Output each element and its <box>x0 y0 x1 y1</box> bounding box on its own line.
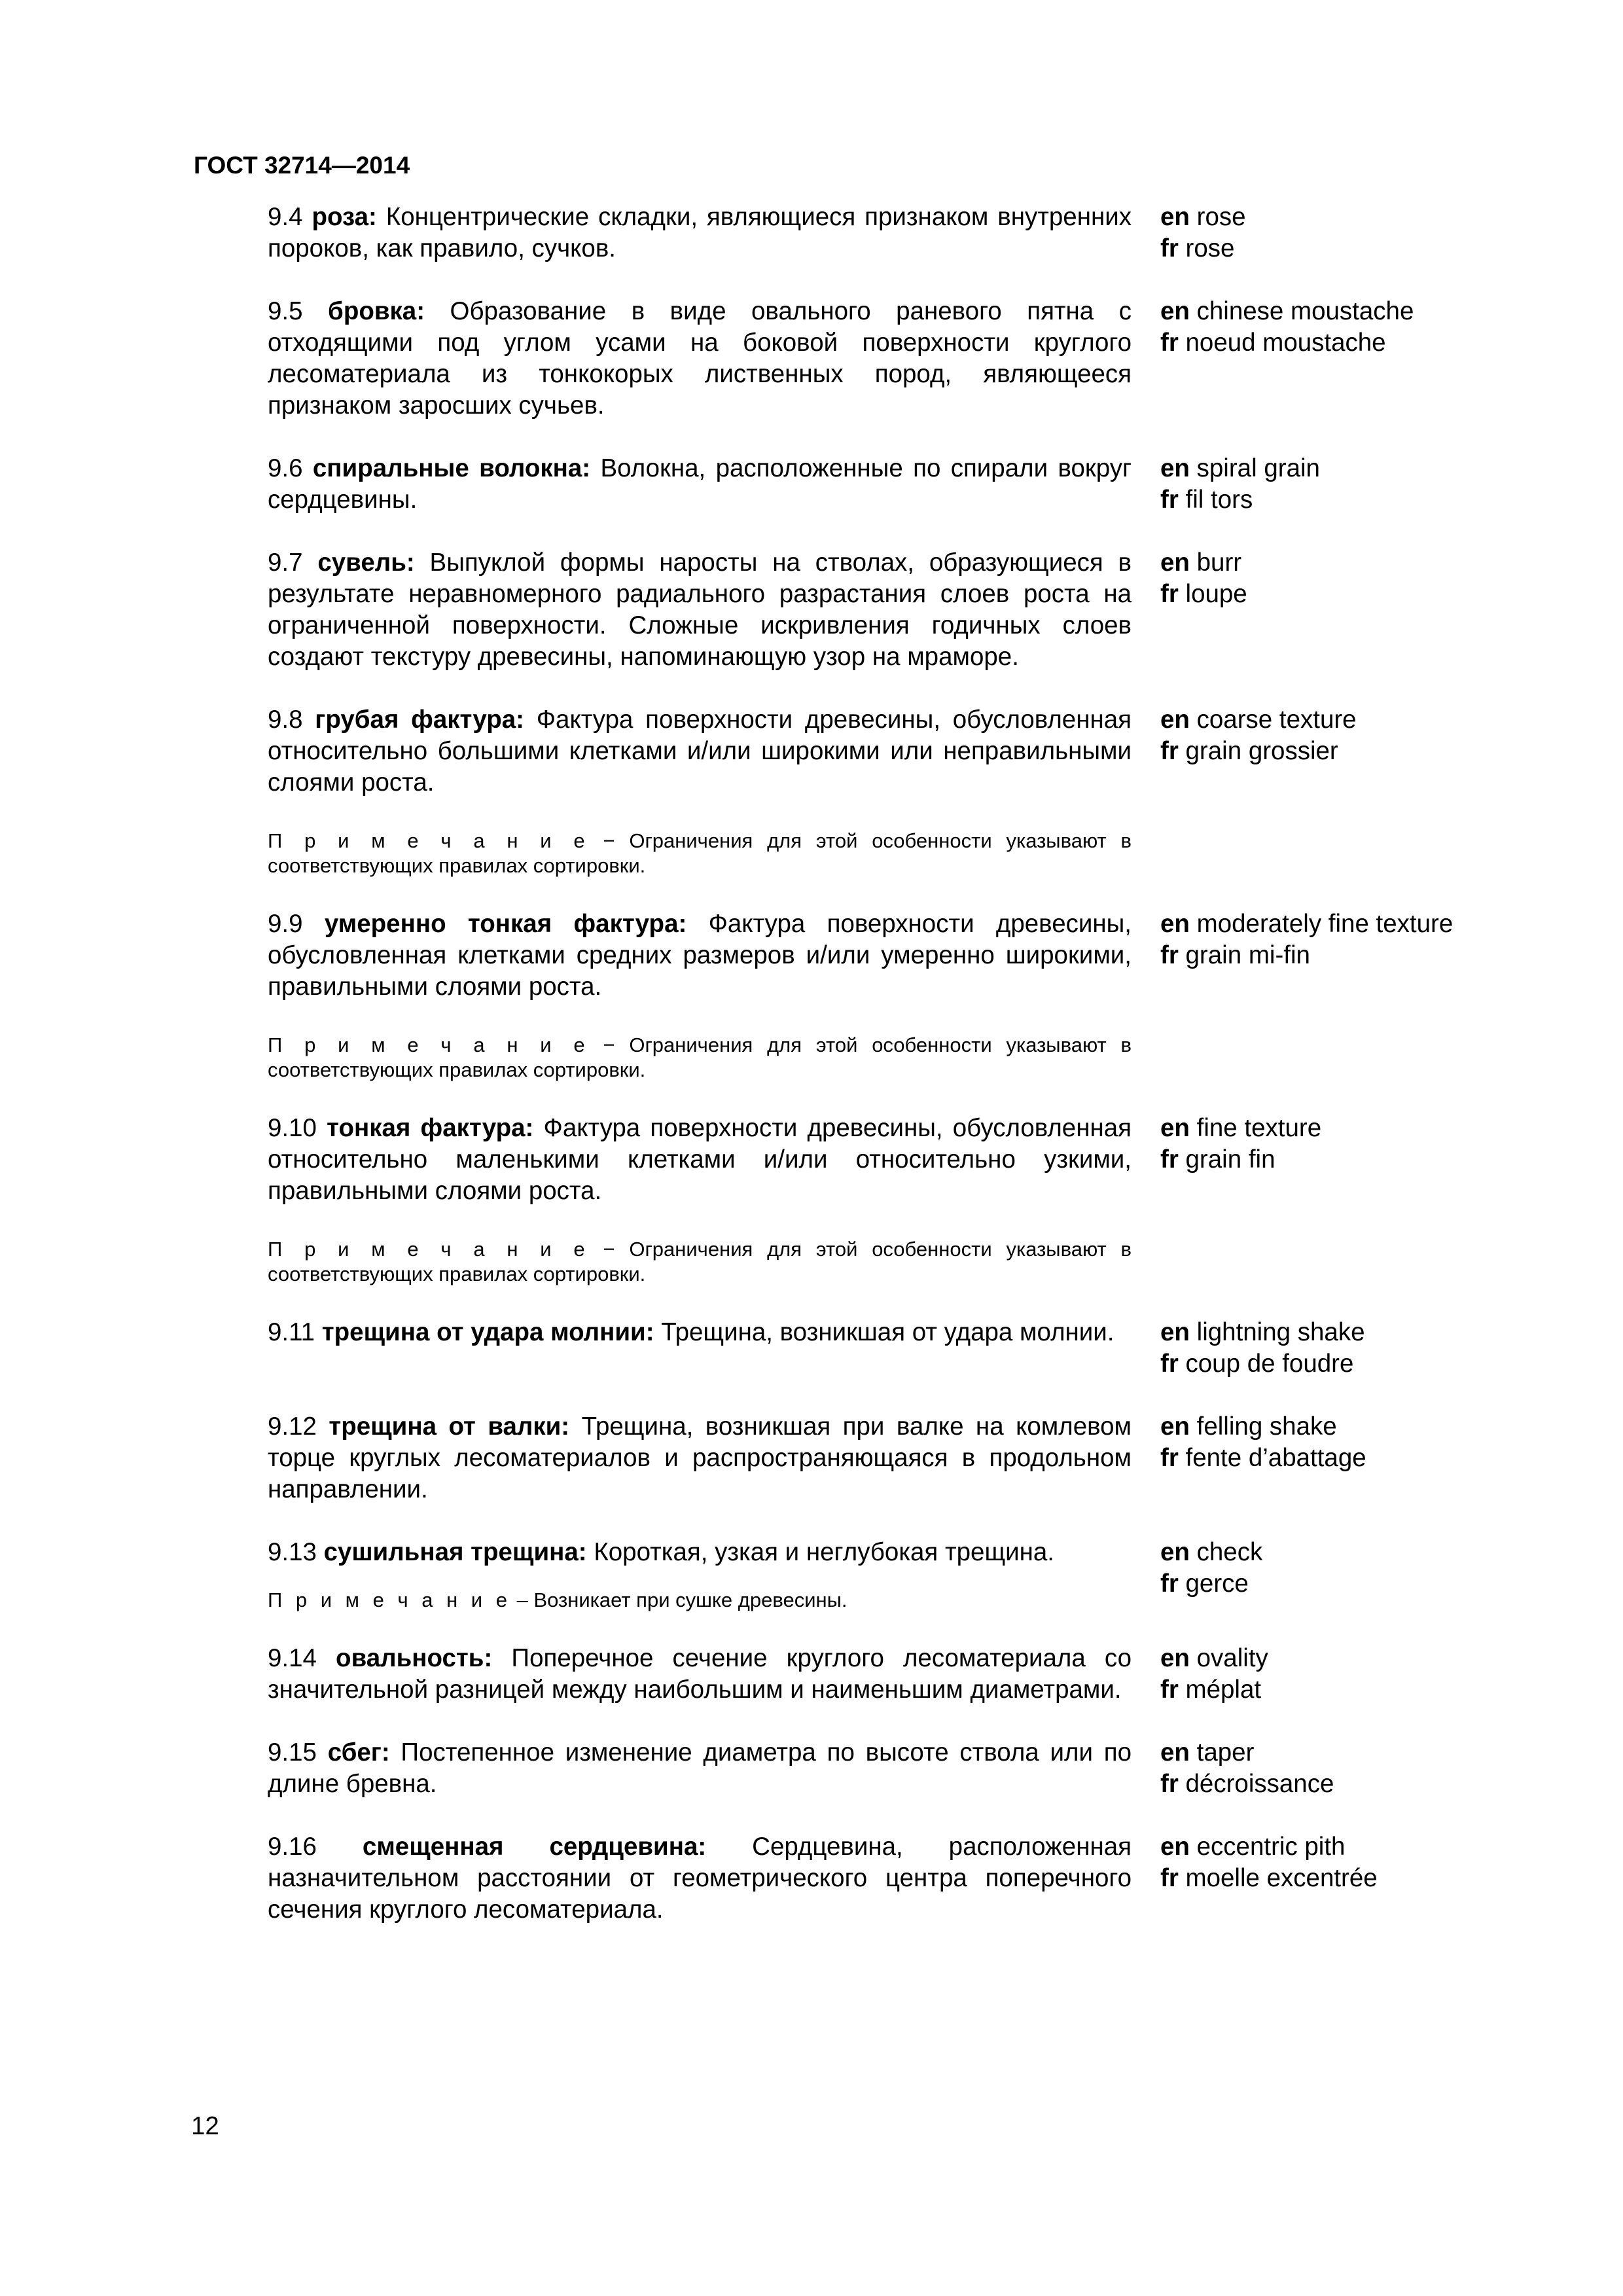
term-entry-9-9 <box>268 908 1491 1003</box>
definition <box>268 1831 1132 1926</box>
entry-number: 9.10 <box>268 1114 317 1142</box>
fr-equivalent: fr coup de foudre <box>1160 1350 1354 1378</box>
definition <box>268 1317 1132 1380</box>
definition-text: Волокна, расположенные по спирали вокруг сердцевины. <box>268 454 1132 514</box>
entry-number: 9.11 <box>268 1318 315 1346</box>
term: бровка: <box>328 297 425 325</box>
foreign-equivalents <box>1160 1537 1491 1600</box>
term-entry-9-4 <box>268 202 1491 264</box>
term: сувель: <box>317 548 415 577</box>
fr-equivalent: fr moelle excentrée <box>1160 1864 1378 1892</box>
en-equivalent: en spiral grain <box>1160 454 1320 482</box>
en-equivalent: en moderately fine texture <box>1160 910 1454 938</box>
fr-equivalent: fr décroissance <box>1160 1770 1334 1798</box>
entry-number: 9.14 <box>268 1644 317 1672</box>
term-entry-9-6 <box>268 453 1491 516</box>
en-equivalent: en taper <box>1160 1738 1255 1767</box>
term: умеренно тонкая фактура: <box>324 910 687 938</box>
en-equivalent: en burr <box>1160 548 1242 577</box>
definition <box>268 202 1132 264</box>
note <box>268 1237 1132 1287</box>
definition-text: Сердцевина, расположенная назначительном расстоянии от геометрического центра поперечного сечения круглого лесоматериала. <box>268 1833 1132 1924</box>
term-entry-9-16 <box>268 1831 1491 1926</box>
fr-equivalent: fr rose <box>1160 234 1235 262</box>
entry-number: 9.4 <box>268 203 303 231</box>
definition-text: Фактура поверхности древесины, обусловленная относительно большими клетками и/или широкими или неправильными слоями роста. <box>268 706 1132 797</box>
fr-equivalent: fr méplat <box>1160 1676 1262 1704</box>
entry-number: 9.6 <box>268 454 303 482</box>
foreign-equivalents <box>1160 1317 1491 1380</box>
fr-equivalent: fr fente d’abattage <box>1160 1444 1366 1472</box>
foreign-equivalents <box>1160 453 1491 516</box>
definition <box>268 1113 1132 1207</box>
foreign-equivalents <box>1160 1643 1491 1706</box>
term: трещина от удара молнии: <box>321 1318 654 1346</box>
en-equivalent: en ovality <box>1160 1644 1268 1672</box>
foreign-equivalents <box>1160 547 1491 673</box>
term-entry-9-10 <box>268 1113 1491 1207</box>
entry-number: 9.5 <box>268 297 303 325</box>
note-label: П р и м е ч а н и е <box>268 1033 589 1056</box>
term-entry-9-7 <box>268 547 1491 673</box>
definition-text: Концентрические складки, являющиеся признаком внутренних пороков, как правило, сучков. <box>268 203 1132 262</box>
foreign-equivalents <box>1160 1831 1491 1926</box>
term: грубая фактура: <box>315 706 524 734</box>
definition-text: Постепенное изменение диаметра по высоте ствола или по длине бревна. <box>268 1738 1132 1798</box>
entry-number: 9.12 <box>268 1412 317 1441</box>
definition <box>268 1737 1132 1800</box>
foreign-equivalents <box>1160 1411 1491 1505</box>
fr-equivalent: fr fil tors <box>1160 486 1253 514</box>
definition-text: Фактура поверхности древесины, обусловленная клетками средних размеров и/или умеренно широкими, правильными слоями роста. <box>268 910 1132 1001</box>
term-entry-9-15 <box>268 1737 1491 1800</box>
term: трещина от валки: <box>329 1412 570 1441</box>
note-text: − Ограничения для этой особенности указывают в соответствующих правилах сортировки. <box>268 829 1132 877</box>
term: тонкая фактура: <box>327 1114 534 1142</box>
note-text: – Возникает при сушке древесины. <box>510 1588 847 1611</box>
definition <box>268 1643 1132 1706</box>
definition <box>268 908 1132 1003</box>
fr-equivalent: fr loupe <box>1160 580 1247 608</box>
en-equivalent: en rose <box>1160 203 1246 231</box>
term-entry-9-12 <box>268 1411 1491 1505</box>
fr-equivalent: fr grain grossier <box>1160 737 1338 765</box>
foreign-equivalents <box>1160 296 1491 422</box>
definition-text: Образование в виде овального раневого пятна с отходящими под углом усами на боковой поверхности круглого лесоматериала из тонкокорых лиственных пород, являющееся признаком заросших сучьев. <box>268 297 1132 420</box>
term: сушильная трещина: <box>323 1538 587 1566</box>
foreign-equivalents <box>1160 202 1491 264</box>
en-equivalent: en fine texture <box>1160 1114 1322 1142</box>
definition-text: Трещина, возникшая при валке на комлевом торце круглых лесоматериалов и распространяющаяся в продольном направлении. <box>268 1412 1132 1503</box>
fr-equivalent: fr grain fin <box>1160 1145 1275 1174</box>
en-equivalent: en eccentric pith <box>1160 1833 1346 1861</box>
note-label: П р и м е ч а н и е <box>268 1238 589 1261</box>
note-label: П р и м е ч а н и е <box>268 1588 511 1611</box>
page-number: 12 <box>191 2112 219 2140</box>
note <box>268 829 1132 878</box>
note-text: − Ограничения для этой особенности указывают в соответствующих правилах сортировки. <box>268 1033 1132 1081</box>
term: спиральные волокна: <box>312 454 591 482</box>
foreign-equivalents <box>1160 908 1491 1003</box>
term-entry-9-14 <box>268 1643 1491 1706</box>
definition <box>268 704 1132 798</box>
en-equivalent: en chinese moustache <box>1160 297 1414 325</box>
note-label: П р и м е ч а н и е <box>268 829 589 852</box>
definition-text: Фактура поверхности древесины, обусловленная относительно маленькими клетками и/или относительно узкими, правильными слоями роста. <box>268 1114 1132 1205</box>
terms-list <box>268 202 1491 1926</box>
entry-number: 9.15 <box>268 1738 317 1767</box>
definition-text: Короткая, узкая и неглубокая трещина. <box>594 1538 1054 1566</box>
definition-text: Трещина, возникшая от удара молнии. <box>661 1318 1115 1346</box>
entry-number: 9.13 <box>268 1538 317 1566</box>
definition <box>268 1411 1132 1505</box>
definition-text: Поперечное сечение круглого лесоматериала со значительной разницей между наибольшим и наименьшим диаметрами. <box>268 1644 1132 1704</box>
fr-equivalent: fr grain mi-fin <box>1160 941 1310 969</box>
fr-equivalent: fr gerce <box>1160 1570 1249 1598</box>
entry-number: 9.9 <box>268 910 303 938</box>
foreign-equivalents <box>1160 1113 1491 1207</box>
document-header: ГОСТ 32714—2014 <box>194 152 410 179</box>
entry-number: 9.16 <box>268 1833 317 1861</box>
definition <box>268 547 1132 673</box>
term-entry-9-8 <box>268 704 1491 798</box>
foreign-equivalents <box>1160 1737 1491 1800</box>
en-equivalent: en felling shake <box>1160 1412 1337 1441</box>
definition <box>268 453 1132 516</box>
term: сбег: <box>327 1738 390 1767</box>
foreign-equivalents <box>1160 704 1491 798</box>
term-entry-9-11 <box>268 1317 1491 1380</box>
term: роза: <box>312 203 377 231</box>
en-equivalent: en lightning shake <box>1160 1318 1365 1346</box>
note-text: − Ограничения для этой особенности указывают в соответствующих правилах сортировки. <box>268 1238 1132 1285</box>
fr-equivalent: fr noeud moustache <box>1160 329 1386 357</box>
entry-number: 9.8 <box>268 706 303 734</box>
term-entry-9-5 <box>268 296 1491 422</box>
note <box>268 1033 1132 1083</box>
definition-text: Выпуклой формы наросты на стволах, образующиеся в результате неравномерного радиального разрастания слоев роста на ограниченной поверхности. Сложные искривления годичных слоев создают текстуру древесины, напоминающую узор на мраморе. <box>268 548 1132 671</box>
entry-number: 9.7 <box>268 548 303 577</box>
term: смещенная сердцевина: <box>362 1833 707 1861</box>
definition <box>268 296 1132 422</box>
en-equivalent: en check <box>1160 1538 1263 1566</box>
term: овальность: <box>336 1644 493 1672</box>
en-equivalent: en coarse texture <box>1160 706 1357 734</box>
